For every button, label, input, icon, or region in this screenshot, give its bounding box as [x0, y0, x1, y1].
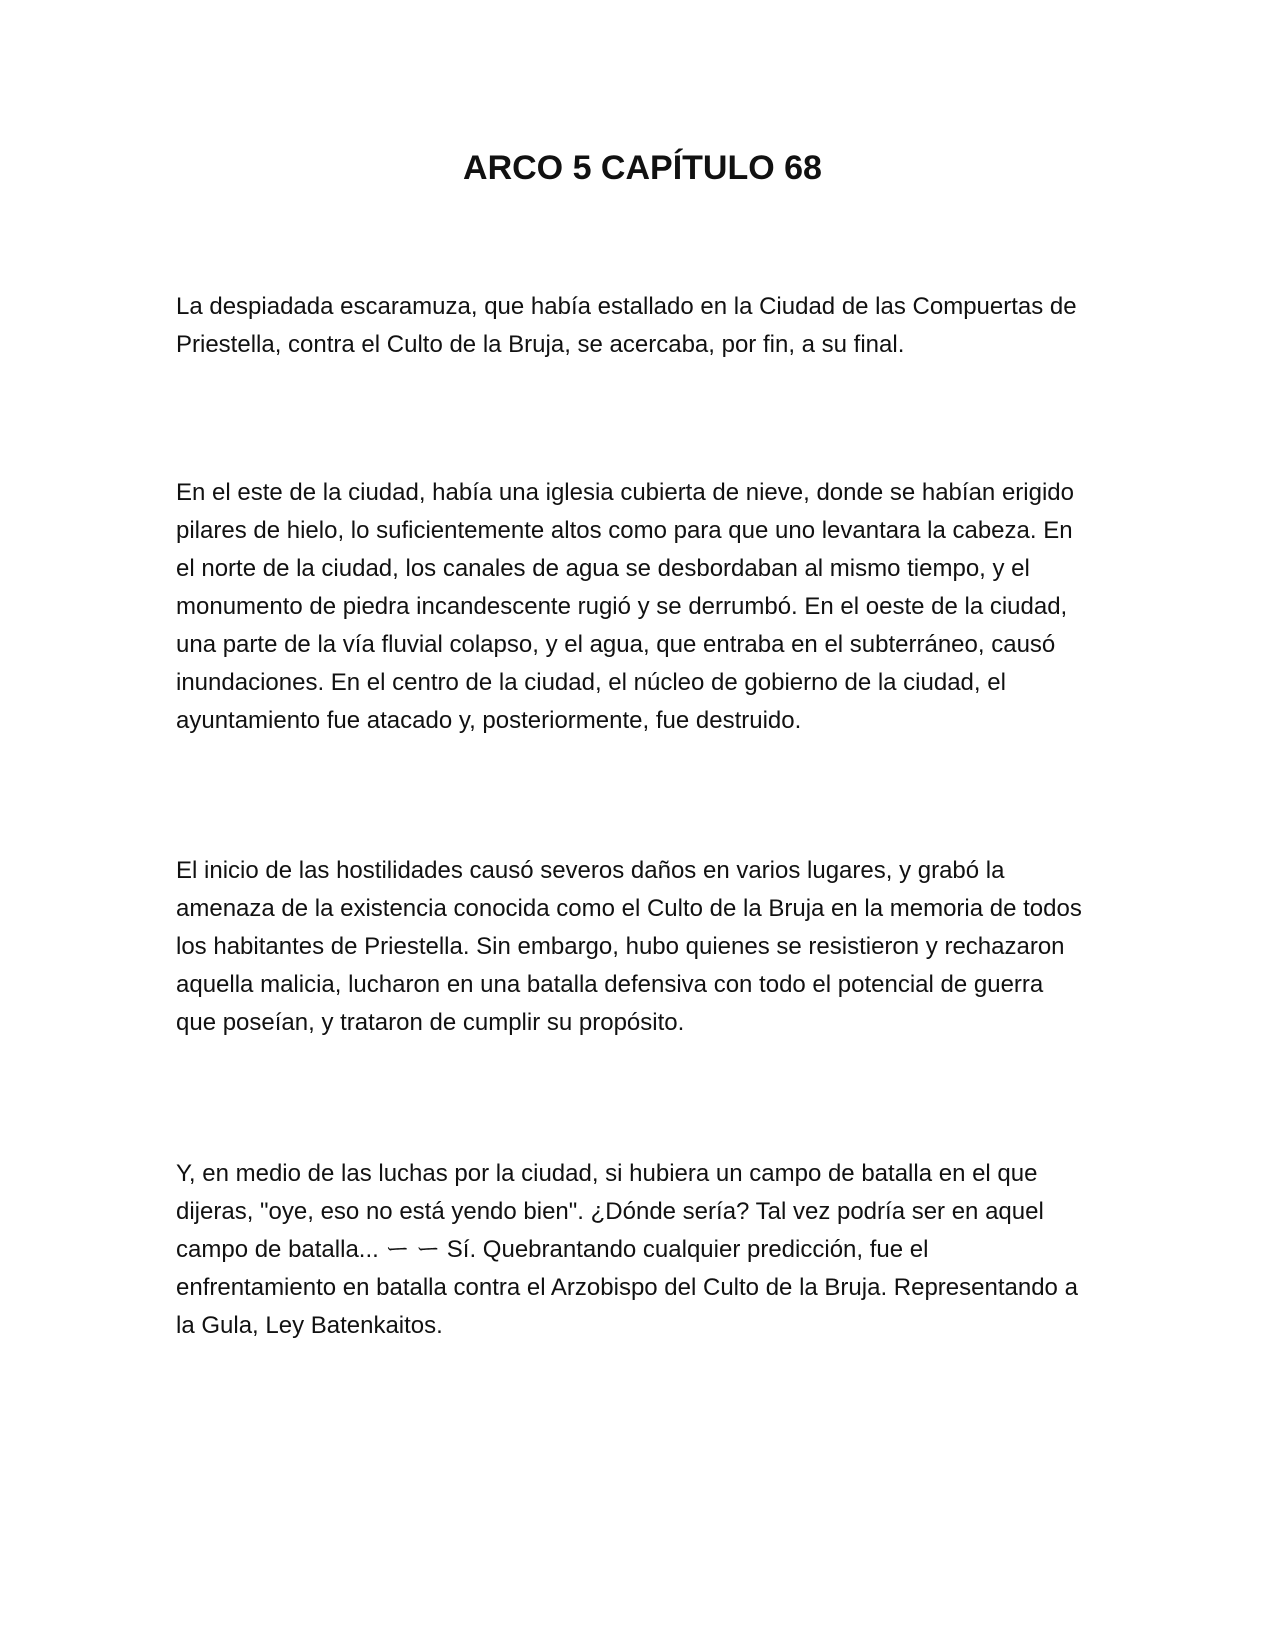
- paragraph-4: Y, en medio de las luchas por la ciudad, si hubiera un campo de batalla en el que dijeras, "oye, eso no está yendo bien". ¿Dónde sería? Tal vez podría ser en aquel campo de batalla... ー ー Sí. Quebrantando cualquier predicción, fue el enfrentamiento en batalla contra el Arzobispo del Culto de la Bruja. Representando a la Gula, Ley Batenkaitos.: [176, 1160, 1078, 1339]
- paragraph-2: En el este de la ciudad, había una iglesia cubierta de nieve, donde se habían erigido pilares de hielo, lo suficientemente altos como para que uno levantara la cabeza. En el norte de la ciudad, los canales de agua se desbordaban al mismo tiempo, y el monumento de piedra incandescente rugió y se derrumbó. En el oeste de la ciudad, una parte de la vía fluvial colapso, y el agua, que entraba en el subterráneo, causó inundaciones. En el centro de la ciudad, el núcleo de gobierno de la ciudad, el ayuntamiento fue atacado y, posteriormente, fue destruido.: [176, 479, 1074, 734]
- paragraph-1: La despiadada escaramuza, que había estallado en la Ciudad de las Compuertas de Priestella, contra el Culto de la Bruja, se acercaba, por fin, a su final.: [176, 293, 1077, 358]
- chapter-title: ARCO 5 CAPÍTULO 68: [463, 149, 822, 187]
- paragraph-3: El inicio de las hostilidades causó severos daños en varios lugares, y grabó la amenaza de la existencia conocida como el Culto de la Bruja en la memoria de todos los habitantes de Priestella. Sin embargo, hubo quienes se resistieron y rechazaron aquella malicia, lucharon en una batalla defensiva con todo el potencial de guerra que poseían, y trataron de cumplir su propósito.: [176, 857, 1082, 1036]
